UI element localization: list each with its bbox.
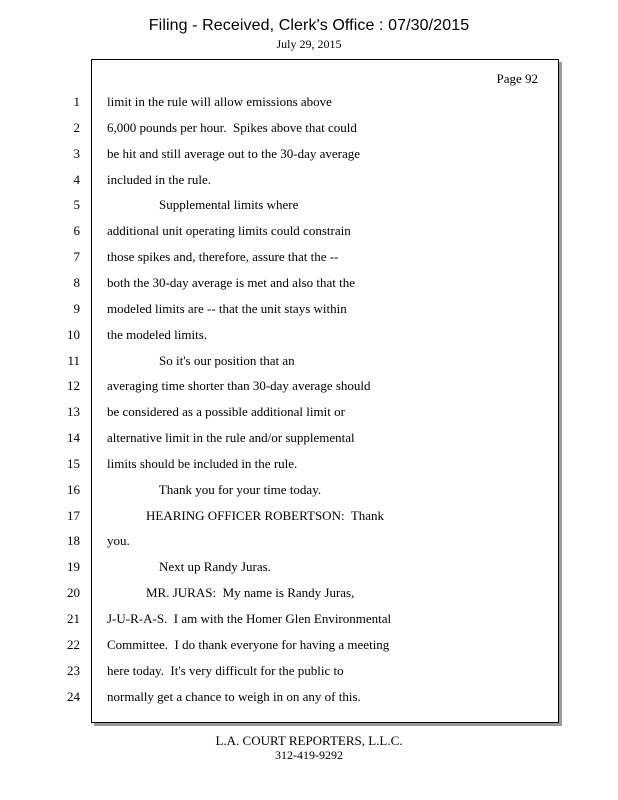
line-number: 12 <box>67 378 80 393</box>
transcript-line-text: So it's our position that an <box>107 353 295 368</box>
line-number: 11 <box>67 353 80 368</box>
transcript-line-text: limit in the rule will allow emissions above <box>107 94 332 109</box>
transcript-line-text: be considered as a possible additional limit or <box>107 404 345 419</box>
transcript-line-text: HEARING OFFICER ROBERTSON: Thank <box>107 508 385 523</box>
line-number: 19 <box>67 559 80 574</box>
transcript-line-text: modeled limits are -- that the unit stays within <box>107 301 347 316</box>
transcript-line-text: those spikes and, therefore, assure that the -- <box>107 249 339 264</box>
line-number: 8 <box>73 275 80 290</box>
transcript-line-text: included in the rule. <box>107 172 211 187</box>
transcript-line-text: be hit and still average out to the 30-day average <box>107 146 361 161</box>
line-number: 22 <box>67 637 80 652</box>
court-reporter-phone: 312-419-9292 <box>275 748 343 762</box>
line-number: 2 <box>73 120 80 135</box>
filing-stamp-header: Filing - Received, Clerk's Office : 07/30/2015 <box>148 17 470 34</box>
court-reporter-name: L.A. COURT REPORTERS, L.L.C. <box>215 733 403 748</box>
line-number: 17 <box>67 508 80 523</box>
transcript-line-text: additional unit operating limits could constrain <box>107 223 351 238</box>
line-number: 16 <box>67 482 80 497</box>
line-number: 9 <box>73 301 80 316</box>
transcript-line-text: J-U-R-A-S. I am with the Homer Glen Environmental <box>107 611 392 626</box>
line-number: 5 <box>73 197 80 212</box>
line-number: 1 <box>73 94 80 109</box>
line-number: 21 <box>67 611 80 626</box>
transcript-line-text: the modeled limits. <box>107 327 208 342</box>
line-number: 7 <box>73 249 80 264</box>
line-number: 20 <box>67 585 80 600</box>
line-number: 14 <box>67 430 80 445</box>
transcript-line-text: normally get a chance to weigh in on any of this. <box>107 689 361 704</box>
transcript-line-text: Thank you for your time today. <box>107 482 322 497</box>
transcript-line-text: 6,000 pounds per hour. Spikes above that could <box>107 120 357 135</box>
line-number: 15 <box>67 456 80 471</box>
line-number: 4 <box>73 172 80 187</box>
transcript-line-text: Next up Randy Juras. <box>107 559 271 574</box>
line-number: 10 <box>67 327 80 342</box>
transcript-line-text: Committee. I do thank everyone for having a meeting <box>107 637 390 652</box>
page-number: Page 92 <box>496 71 538 86</box>
transcript-line-text: you. <box>107 533 130 548</box>
transcript-line-text: averaging time shorter than 30-day average should <box>107 378 371 393</box>
transcript-line-text: limits should be included in the rule. <box>107 456 298 471</box>
transcript-line-text: MR. JURAS: My name is Randy Juras, <box>107 585 355 600</box>
line-number: 24 <box>67 689 80 704</box>
line-number: 3 <box>73 146 80 161</box>
transcript-line-text: alternative limit in the rule and/or supplemental <box>107 430 355 445</box>
line-number: 6 <box>73 223 80 238</box>
transcript-line-text: here today. It's very difficult for the public to <box>107 663 344 678</box>
line-number: 23 <box>67 663 80 678</box>
line-number: 13 <box>67 404 80 419</box>
transcript-line-text: Supplemental limits where <box>107 197 299 212</box>
line-number: 18 <box>67 533 80 548</box>
transcript-line-text: both the 30-day average is met and also that the <box>107 275 356 290</box>
transcript-date: July 29, 2015 <box>276 37 342 51</box>
